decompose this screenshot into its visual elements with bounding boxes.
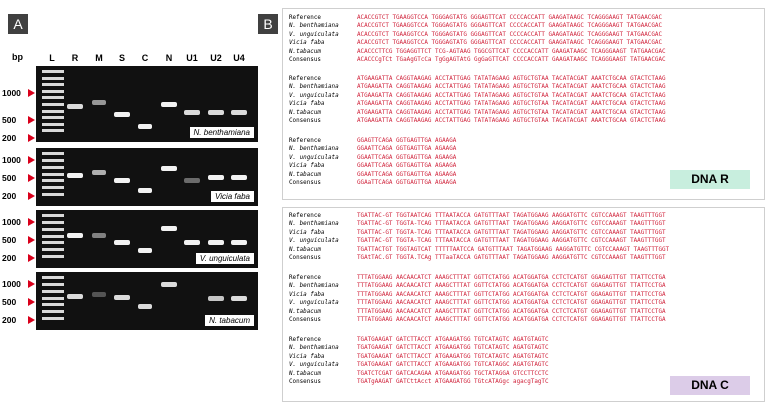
alignment-row (289, 109, 666, 117)
alignment-row (289, 336, 549, 344)
gel-band (184, 178, 200, 183)
size-marker-label: 200 (2, 133, 17, 143)
alignment-row (289, 100, 666, 108)
sequence-text: TGATCTCGAT GATCACAGAA ATGAAGATGG TGCTATAGGA GTCCTTCCTC (357, 370, 549, 377)
sequence-text: TTTATGGAAG AACAACATCT AAAGCTTTAT GGTTCTATGG ACATGGATGA CCTCTCATGT GGAGAGTTGT TTATTCCTGA (357, 317, 666, 323)
ladder-band (42, 297, 64, 300)
sequence-text: GGAaTTCAGA GGTGAGTTGA AGAAGA (357, 180, 457, 186)
lane-header-m: M (95, 53, 103, 63)
alignment-row (289, 282, 666, 290)
gel-band (184, 110, 200, 115)
lane-header-u4: U4 (233, 53, 245, 63)
gel-band (208, 296, 224, 301)
alignment-row (289, 48, 666, 56)
gel-band (184, 240, 200, 245)
alignment-row (289, 162, 456, 170)
size-marker-label: 200 (2, 253, 17, 263)
sequence-name: N.tabacum (289, 171, 321, 178)
ladder-band (42, 193, 64, 196)
sequence-name: N. benthamiana (289, 221, 339, 228)
ladder-band (42, 241, 64, 244)
sequence-text: TTTATGGAAG AACAACATCT AAAGCTTTAT GGTTCTATGG ACATGGATGA CCTCTCATGT GGAGAGTTGT TTATTCCTGA (357, 291, 666, 298)
gel-band (208, 175, 224, 180)
sequence-text: TGATTAC-GT TGGTA-TCAG TTTAATACCA GATGTTTAAT TAGATGGAAG AAGGATGTTC CGTCCAAAGT TAAGTTTGGT (357, 238, 666, 245)
sequence-name: N. benthamiana (289, 146, 339, 153)
gel-band (161, 226, 177, 231)
size-marker-label: 500 (2, 297, 17, 307)
gel-band (92, 170, 106, 175)
ladder-band (42, 90, 64, 93)
gel-band (92, 292, 106, 297)
sequence-text: TGATGAAGAT GATCTTACCT ATGAAGATGG TGTCATAGTC AGATGTAGTC (357, 337, 549, 343)
lane-header-n: N (165, 53, 173, 63)
sequence-name: V. unguiculata (289, 362, 339, 369)
alignment-row (289, 14, 662, 22)
gel-band (114, 295, 130, 300)
sequence-text: ACACCGTCT TGAAGGTCCA TGGGAGTATG GGGAGTTCAT CCCCACCATT GAAGATAAGC TCAGGGAAGT TATGAACGAC (357, 40, 662, 47)
gel-image-3 (36, 272, 258, 330)
alignment-row (289, 344, 549, 352)
sequence-name: N.tabacum (289, 370, 321, 377)
sequence-text: ACACCGTCT TGAAGGTCCA TGGGAGTATG GGGAGTTCAT CCCCACCATT GAAGATAAGC TCAGGGAAGT TATGAACGAC (357, 31, 662, 38)
marker-arrow-icon (28, 192, 35, 200)
dna-c-badge: DNA C (670, 376, 750, 395)
ladder-band (42, 83, 64, 86)
sequence-text: ATGAAGATTA CAGGTAAGAG ACCTATTGAG TATATAGAAG AGTGCTGTAA TACATACGAT AAATCTGCAA GTACTCTAAG (357, 109, 666, 116)
sequence-name: N. benthamiana (289, 283, 339, 290)
alignment-row (289, 246, 669, 254)
alignment-row (289, 254, 666, 262)
alignment-row (289, 212, 666, 220)
lane-header-l: L (49, 53, 55, 63)
size-marker-label: 1000 (2, 279, 21, 289)
gel-band (138, 248, 152, 253)
gel-band (114, 240, 130, 245)
ladder-band (42, 290, 64, 293)
sequence-text: GGAATTCAGA GGTGAGTTGA AGAAGA (357, 146, 457, 153)
sequence-text: GGAATTCAGA GGTGAGTTGA AGAAGA (357, 163, 457, 170)
alignment-row (289, 75, 666, 83)
sequence-name: N.tabacum (289, 48, 321, 55)
alignment-row (289, 353, 549, 361)
dna-c-alignment (282, 207, 765, 402)
sequence-text: TTTATGGAAG AACAACATCT AAAGCTTTAT GGTTCTATGG ACATGGATGA CCTCTCATGT GGAGAGTTGT TTATTCCTGA (357, 283, 666, 290)
gel-image-2 (36, 210, 258, 268)
sequence-name: Reference (289, 275, 321, 281)
sequence-text: TTTATGGAAG AACAACATCT AAAGCTTTAT GGTTCTATGG ACATGGATGA CCTCTCATGT GGAGAGTTGT TTATTCCTGA (357, 275, 666, 281)
ladder-band (42, 221, 64, 224)
size-marker-label: 500 (2, 173, 17, 183)
gel-band (67, 173, 83, 178)
sequence-text: TTTATGGAAG AACAACATCT AAAGCTTTAT GGTTCTATGG ACATGGATGA CCTCTCATGT GGAGAGTTGT TTATTCCTGA (357, 300, 666, 307)
sequence-text: TGATGAAGAT GATCTTACCT ATGAAGATGG TGTCATAGGC AGATGTAGTC (357, 362, 549, 369)
sequence-name: N. benthamiana (289, 23, 339, 30)
alignment-row (289, 31, 662, 39)
marker-arrow-icon (28, 316, 35, 324)
alignment-row (289, 370, 549, 378)
gel-band (138, 188, 152, 193)
gel-band (231, 110, 247, 115)
alignment-row (289, 117, 666, 125)
sequence-text: ATGAAGATTA CAGGTAAGAG ACCTATTGAG TATATAGAAG AGTGCTGTAA TACATACGAT AAATCTGCAA GTACTCTAAG (357, 92, 666, 99)
marker-arrow-icon (28, 156, 35, 164)
size-marker-label: 1000 (2, 88, 21, 98)
sequence-name: V. unguiculata (289, 154, 339, 161)
sequence-name: N. benthamiana (289, 345, 339, 352)
ladder-band (42, 235, 64, 238)
gel-band (67, 294, 83, 299)
ladder-band (42, 70, 64, 73)
size-marker-label: 500 (2, 115, 17, 125)
size-marker-label: 1000 (2, 155, 21, 165)
gel-band (92, 233, 106, 238)
sequence-text: ATGAAGATTA CAGGTAAGAG ACCTATTGAG TATATAGAAG AGTGCTGTAA TACATACGAT AAATCTGCAA GTACTCTAAG (357, 84, 666, 91)
alignment-row (289, 154, 456, 162)
ladder-band (42, 248, 64, 251)
alignment-row (289, 56, 666, 64)
marker-arrow-icon (28, 218, 35, 226)
marker-arrow-icon (28, 116, 35, 124)
alignment-row (289, 291, 666, 299)
size-marker-label: 200 (2, 315, 17, 325)
sequence-text: TGATTAC-GT TGGTAATCAG TTTAATACCA GATGTTTAAT TAGATGGAAG AAGGATGTTC CGTCCAAAGT TAAGTTTGGT (357, 213, 666, 219)
ladder-band (42, 103, 64, 106)
sequence-text: TTTATGGAAG AACAACATCT AAAGCTTTAT GGTTCTATGG ACATGGATGA CCTCTCATGT GGAGAGTTGT TTATTCCTGA (357, 308, 666, 315)
gel-plant-label: N. tabacum (205, 315, 254, 326)
lane-header-r: R (71, 53, 79, 63)
sequence-text: TGATTAC-GT TGGTA-TCAG TTTAATACCA GATGTTTAAT TAGATGGAAG AAGGATGTTC CGTCCAAAGT TAAGTTTGGT (357, 229, 666, 236)
ladder-band (42, 303, 64, 306)
lane-header-c: C (141, 53, 149, 63)
sequence-name: V. unguiculata (289, 31, 339, 38)
gel-band (161, 282, 177, 287)
sequence-name: Consensus (289, 317, 321, 323)
sequence-name: V. unguiculata (289, 92, 339, 99)
marker-arrow-icon (28, 280, 35, 288)
gel-band (67, 104, 83, 109)
sequence-text: GGAATTCAGA GGTGAGTTGA AGAAGA (357, 154, 457, 161)
gel-band (67, 233, 83, 238)
alignment-row (289, 274, 666, 282)
ladder-band (42, 179, 64, 182)
ladder-band (42, 123, 64, 126)
panel-label-a: A (8, 14, 28, 34)
sequence-name: V. unguiculata (289, 238, 339, 245)
sequence-name: Consensus (289, 57, 321, 63)
panel-label-b: B (258, 14, 278, 34)
sequence-text: ACACCCgTCt TGaAgGTcCa TgGgAGTAtG GgGaGTTCAT CCCCACCATT GAAGATAAGC TCAGGGAAGT TATGAACGAC (357, 57, 666, 63)
sequence-name: Consensus (289, 379, 321, 385)
size-marker-label: 500 (2, 235, 17, 245)
alignment-row (289, 229, 666, 237)
lane-header-u2: U2 (210, 53, 222, 63)
alignment-row (289, 220, 666, 228)
ladder-band (42, 116, 64, 119)
sequence-name: N.tabacum (289, 246, 321, 253)
alignment-row (289, 92, 666, 100)
sequence-text: TGATgAAGAT GATCttAcct ATGAAGATGG TGtcATAGgc agacgTagTC (357, 379, 549, 385)
sequence-name: Vicia faba (289, 163, 325, 170)
alignment-row (289, 145, 456, 153)
gel-band (161, 166, 177, 171)
alignment-row (289, 39, 662, 47)
alignment-row (289, 179, 456, 187)
ladder-band (42, 317, 64, 320)
dna-r-badge: DNA R (670, 170, 750, 189)
alignment-row (289, 361, 549, 369)
gel-image-1 (36, 148, 258, 206)
alignment-row (289, 171, 456, 179)
sequence-text: ATGAAGATTA CAGGTAAGAG ACCTATTGAG TATATAGAAG AGTGCTGTAA TACATACGAT AAATCTGCAA GTACTCTAAG (357, 101, 666, 108)
sequence-text: ACACCGTCT TGAAGGTCCA TGGGAGTATG GGGAGTTCAT CCCCACCATT GAAGATAAGC TCAGGGAAGT TATGAACGAC (357, 15, 662, 21)
ladder-band (42, 77, 64, 80)
lane-header-u1: U1 (186, 53, 198, 63)
sequence-name: Reference (289, 213, 321, 219)
ladder-band (42, 166, 64, 169)
sequence-name: Vicia faba (289, 353, 325, 360)
sequence-text: TGATGAAGAT GATCTTACCT ATGAAGATGG TGTCATAGTC AGATGTAGTC (357, 345, 549, 352)
size-marker-label: 200 (2, 191, 17, 201)
gel-image-0 (36, 66, 258, 142)
ladder-band (42, 228, 64, 231)
alignment-row (289, 316, 666, 324)
marker-arrow-icon (28, 174, 35, 182)
gel-plant-label: Vicia faba (211, 191, 254, 202)
gel-band (231, 240, 247, 245)
ladder-band (42, 129, 64, 132)
sequence-text: ATGAAGATTA CAGGTAAGAG ACCTATTGAG TATATAGAAG AGTGCTGTAA TACATACGAT AAATCTGCAA GTACTCTAAG (357, 76, 666, 82)
gel-band (114, 178, 130, 183)
bp-axis-label: bp (12, 52, 23, 62)
sequence-name: N.tabacum (289, 109, 321, 116)
size-marker-label: 1000 (2, 217, 21, 227)
alignment-row (289, 22, 662, 30)
dna-r-alignment (282, 8, 765, 200)
sequence-name: Consensus (289, 180, 321, 186)
sequence-name: N. benthamiana (289, 84, 339, 91)
sequence-name: V. unguiculata (289, 300, 339, 307)
ladder-band (42, 173, 64, 176)
ladder-band (42, 152, 64, 155)
sequence-text: TGAtTAC.GT TGGTA.TCAg TTTaaTACCA GATGTTTAAT TAGATGGAAG AAGGATGTTC CGTCCAAAGT TAAGTTTGGT (357, 255, 666, 261)
sequence-text: TGATGAAGAT GATCTTACCT ATGAAGATGG TGTCATAGTC AGATGTAGTC (357, 353, 549, 360)
alignment-row (289, 83, 666, 91)
sequence-name: Vicia faba (289, 40, 325, 47)
sequence-name: Reference (289, 337, 321, 343)
ladder-band (42, 310, 64, 313)
sequence-name: Consensus (289, 118, 321, 124)
sequence-text: GGAGTTCAGA GGTGAGTTGA AGAAGA (357, 138, 457, 144)
sequence-name: Vicia faba (289, 291, 325, 298)
marker-arrow-icon (28, 298, 35, 306)
lane-header-s: S (118, 53, 125, 63)
sequence-text: TGATTACTGT TGGTAGTCAT TTTTTAATCCA GATGTTTAAT TAGATGGAAG AAGGATGTTC CGTCCAAAGT TAAGTTTGGT (357, 246, 670, 253)
gel-band (138, 124, 152, 129)
alignment-row (289, 378, 549, 386)
sequence-text: ACACCCTTCG TGGAGGTTCT TCG-AGTAAG TGGCGTTCAT CCCCACCATT GAAGATAAGC TCAGGGAAGT TATGAACGAC (357, 48, 666, 55)
gel-plant-label: N. benthamiana (190, 127, 254, 138)
sequence-name: Reference (289, 138, 321, 144)
sequence-name: Consensus (289, 255, 321, 261)
ladder-band (42, 110, 64, 113)
sequence-text: TGATTAC-GT TGGTA-TCAG TTTAATACCA GATGTTTAAT TAGATGGAAG AAGGATGTTC CGTCCAAAGT TAAGTTTGGT (357, 221, 666, 228)
sequence-name: Vicia faba (289, 101, 325, 108)
sequence-text: ACACCGTCT TGAAGGTCCA TGGGAGTATG GGGAGTTCAT CCCCACCATT GAAGATAAGC TCAGGGAAGT TATGAACGAC (357, 23, 662, 30)
alignment-row (289, 137, 456, 145)
sequence-text: GGAATTCAGA GGTGAGTTGA AGAAGA (357, 171, 457, 178)
ladder-band (42, 186, 64, 189)
ladder-band (42, 255, 64, 258)
ladder-band (42, 283, 64, 286)
sequence-name: Reference (289, 76, 321, 82)
gel-band (208, 240, 224, 245)
sequence-name: N.tabacum (289, 308, 321, 315)
alignment-row (289, 237, 666, 245)
gel-band (161, 102, 177, 107)
marker-arrow-icon (28, 134, 35, 142)
gel-band (92, 100, 106, 105)
alignment-row (289, 299, 666, 307)
sequence-name: Vicia faba (289, 229, 325, 236)
ladder-band (42, 96, 64, 99)
ladder-band (42, 214, 64, 217)
marker-arrow-icon (28, 236, 35, 244)
gel-band (231, 296, 247, 301)
ladder-band (42, 276, 64, 279)
gel-band (138, 304, 152, 309)
ladder-band (42, 159, 64, 162)
marker-arrow-icon (28, 89, 35, 97)
marker-arrow-icon (28, 254, 35, 262)
gel-band (208, 110, 224, 115)
alignment-row (289, 308, 666, 316)
gel-plant-label: V. unguiculata (196, 253, 254, 264)
sequence-text: ATGAAGATTA CAGGTAAGAG ACCTATTGAG TATATAGAAG AGTGCTGTAA TACATACGAT AAATCTGCAA GTACTCTAAG (357, 118, 666, 124)
gel-band (231, 175, 247, 180)
sequence-name: Reference (289, 15, 321, 21)
gel-band (114, 112, 130, 117)
